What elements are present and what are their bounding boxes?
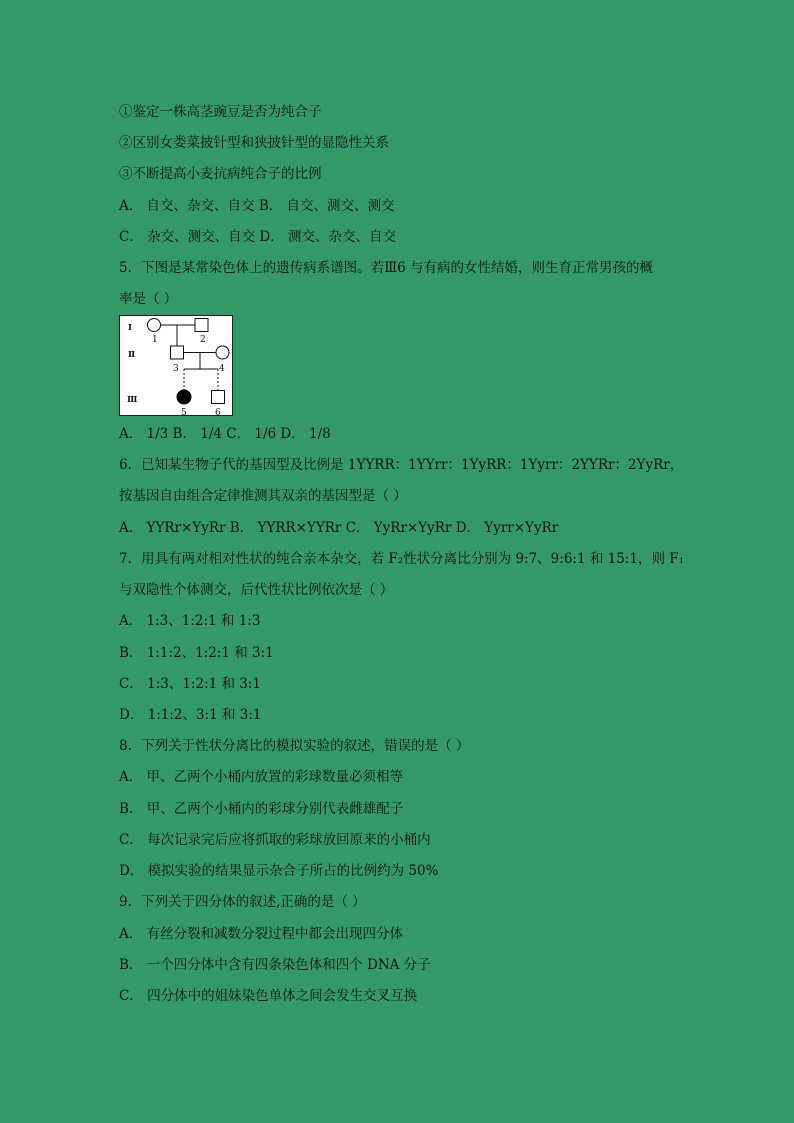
generation-label: Ⅲ bbox=[127, 395, 138, 405]
option-line: C． 四分体中的姐妹染色单体之间会发生交叉互换 bbox=[119, 988, 418, 1004]
individual-number: 2 bbox=[200, 335, 206, 345]
option-line: A． 甲、乙两个小桶内放置的彩球数量必须相等 bbox=[119, 769, 404, 785]
male-unaffected bbox=[195, 319, 208, 332]
pedigree-diagram bbox=[120, 316, 234, 417]
female-unaffected bbox=[148, 319, 161, 332]
option-line: A． 自交、杂交、自交 B． 自交、测交、测交 bbox=[119, 198, 395, 214]
option-line: A． 1:3、1:2:1 和 1:3 bbox=[119, 613, 261, 629]
option-line: C． 每次记录完后应将抓取的彩球放回原来的小桶内 bbox=[119, 832, 431, 848]
individual-number: 4 bbox=[219, 364, 225, 374]
option-line: A． 有丝分裂和减数分裂过程中都会出现四分体 bbox=[119, 926, 404, 942]
male-unaffected bbox=[171, 346, 184, 359]
option-line: B． 1:1:2、1:2:1 和 3:1 bbox=[119, 645, 274, 661]
question-6: 6．已知某生物子代的基因型及比例是 1YYRR：1YYrr：1YyRR：1Yyrr：2YYRr：2YyRr， bbox=[119, 457, 684, 473]
question-5: 5．下图是某常染色体上的遗传病系谱图。若Ⅲ6 与有病的女性结婚，则生育正常男孩的概 bbox=[119, 260, 653, 276]
female-affected bbox=[177, 390, 191, 404]
option-line: C． 杂交、测交、自交 D． 测交、杂交、自交 bbox=[119, 229, 397, 245]
text-line: ③不断提高小麦抗病纯合子的比例 bbox=[119, 166, 322, 182]
option-line: D． 1:1:2、3:1 和 3:1 bbox=[119, 707, 262, 723]
individual-number: 6 bbox=[215, 408, 221, 417]
option-line: A． YYRr×YyRr B． YYRR×YYRr C． YyRr×YyRr D． Yyrr×YyRr bbox=[119, 520, 559, 536]
option-line: B． 一个四分体中含有四条染色体和四个 DNA 分子 bbox=[119, 957, 431, 973]
pedigree-chart bbox=[119, 315, 233, 416]
text-line: ①鉴定一株高茎豌豆是否为纯合子 bbox=[119, 104, 322, 120]
individual-number: 1 bbox=[152, 335, 158, 345]
individual-number: 5 bbox=[181, 408, 187, 417]
option-line: B． 甲、乙两个小桶内的彩球分别代表雌雄配子 bbox=[119, 801, 404, 817]
text-line: 与双隐性个体测交，后代性状比例依次是（ ） bbox=[119, 582, 394, 598]
individual-number: 3 bbox=[173, 364, 179, 374]
generation-label: Ⅱ bbox=[128, 350, 136, 360]
question-8: 8．下列关于性状分离比的模拟实验的叙述，错误的是（ ） bbox=[119, 738, 470, 754]
option-line: C． 1:3、1:2:1 和 3:1 bbox=[119, 676, 262, 692]
option-line: A． 1/3 B． 1/4 C． 1/6 D． 1/8 bbox=[119, 426, 331, 442]
text-line: ②区别女娄菜披针型和狭披针型的显隐性关系 bbox=[119, 135, 389, 151]
female-unaffected bbox=[216, 346, 229, 359]
question-7: 7．用具有两对相对性状的纯合亲本杂交，若 F₂性状分离比分别为 9:7、9:6:1 和 15:1，则 F₁ bbox=[119, 551, 685, 567]
option-line: D． 模拟实验的结果显示杂合子所占的比例约为 50% bbox=[119, 863, 439, 879]
generation-label: Ⅰ bbox=[128, 323, 132, 333]
text-line: 率是（ ） bbox=[119, 291, 178, 307]
question-9: 9．下列关于四分体的叙述,正确的是（ ） bbox=[119, 894, 366, 910]
text-line: 按基因自由组合定律推测其双亲的基因型是（ ） bbox=[119, 488, 407, 504]
male-unaffected bbox=[212, 391, 225, 404]
